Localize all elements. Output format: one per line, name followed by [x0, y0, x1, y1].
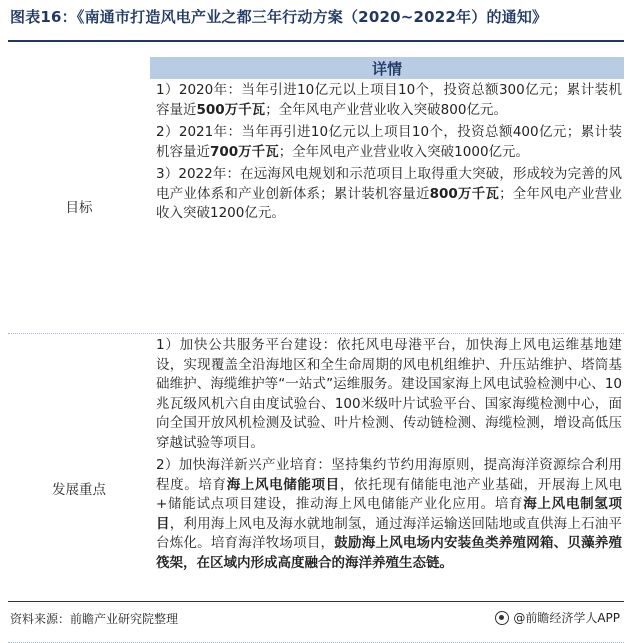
- row-content-focus: [150, 334, 624, 642]
- row-paragraph: [156, 123, 622, 162]
- brand-credit: [495, 609, 620, 626]
- text-run: ；全年风电产业营业收入突破1000亿元。: [278, 143, 530, 160]
- bold-text: 鼓励海上风电场内安装鱼类养殖网箱、贝藻养殖筏架，在区域内形成高度融合的海洋养殖生态链。: [156, 535, 623, 571]
- row-paragraph: [156, 81, 622, 120]
- row-paragraph: [156, 336, 622, 453]
- text-run: ；全年风电产业营业收入突破1200亿元。: [156, 185, 623, 221]
- text-run: 1）加快公共服务平台建设：依托风电母港平台，加快海上风电运维基地建设，实现覆盖全沿海地区和全生命周期的风电机组维护、升压站维护、塔筒基础维护、海缆维护等“一站式”运维服务。建设国家海上风电试验检测中心、10兆瓦级风机六自由度试验台、100米级叶片试验平台、国家海缆检测中心，面向全国开放风机检测及试验、叶片检测、传动链检测、海缆检测，增设高低压穿越试验等项目。: [156, 337, 622, 451]
- row-label-focus: 发展重点: [52, 482, 106, 498]
- detail-table: [8, 57, 624, 594]
- text-run: 1）2020年：当年引进10亿元以上项目10个，投资总额300亿元；累计装机容量近: [156, 82, 622, 118]
- text-run: ；全年风电产业营业收入突破800亿元。: [265, 101, 507, 118]
- row-label-goals: 目标: [65, 200, 93, 216]
- text-run: 2）加快海洋新兴产业培育：坚持集约节约用海原则，提高海洋资源综合利用程度。培育: [156, 457, 622, 493]
- text-run: ，依托现有储能电池产业基础，开展海上风电+储能试点项目建设，推动海上风电储能产业化应用。培育: [156, 476, 622, 512]
- text-run: 3）2022年：在远海风电规划和示范项目上取得重大突破，形成较为完善的风电产业体系和产业创新体系；累计装机容量近: [156, 166, 622, 202]
- qianzhan-logo-icon: [495, 611, 509, 625]
- table-header: [8, 57, 624, 79]
- source-note: 资料来源：前瞻产业研究院整理: [10, 612, 179, 626]
- bold-text: 800万千瓦: [429, 185, 500, 202]
- table-header-blank: [8, 57, 150, 79]
- bold-text: 海上风电制氢项目: [156, 496, 623, 532]
- bold-text: 500万千瓦: [196, 101, 266, 118]
- text-run: ，利用海上风电及海水就地制氢，通过海洋运输送回陆地或直供海上石油平台炼化。培育海洋牧场项目，: [156, 515, 623, 551]
- row-paragraph: [156, 456, 622, 573]
- bold-text: 700万千瓦: [210, 143, 279, 160]
- row-paragraph: [156, 165, 622, 224]
- page-title: 图表16：《南通市打造风电产业之都三年行动方案（2020~2022年）的通知》: [10, 8, 548, 26]
- table-row-goals: [8, 79, 624, 334]
- footer-divider: [8, 601, 624, 602]
- row-content-goals: [150, 79, 624, 333]
- bold-text: 海上风电储能项目: [226, 476, 340, 493]
- title-divider: [8, 40, 624, 42]
- table-header-detail: 详情: [150, 57, 624, 79]
- brand-label: @前瞻经济学人APP: [513, 611, 620, 625]
- table-row-focus: [8, 334, 624, 643]
- text-run: 2）2021年：当年再引进10亿元以上项目10个，投资总额400亿元；累计装机容量近: [156, 124, 622, 160]
